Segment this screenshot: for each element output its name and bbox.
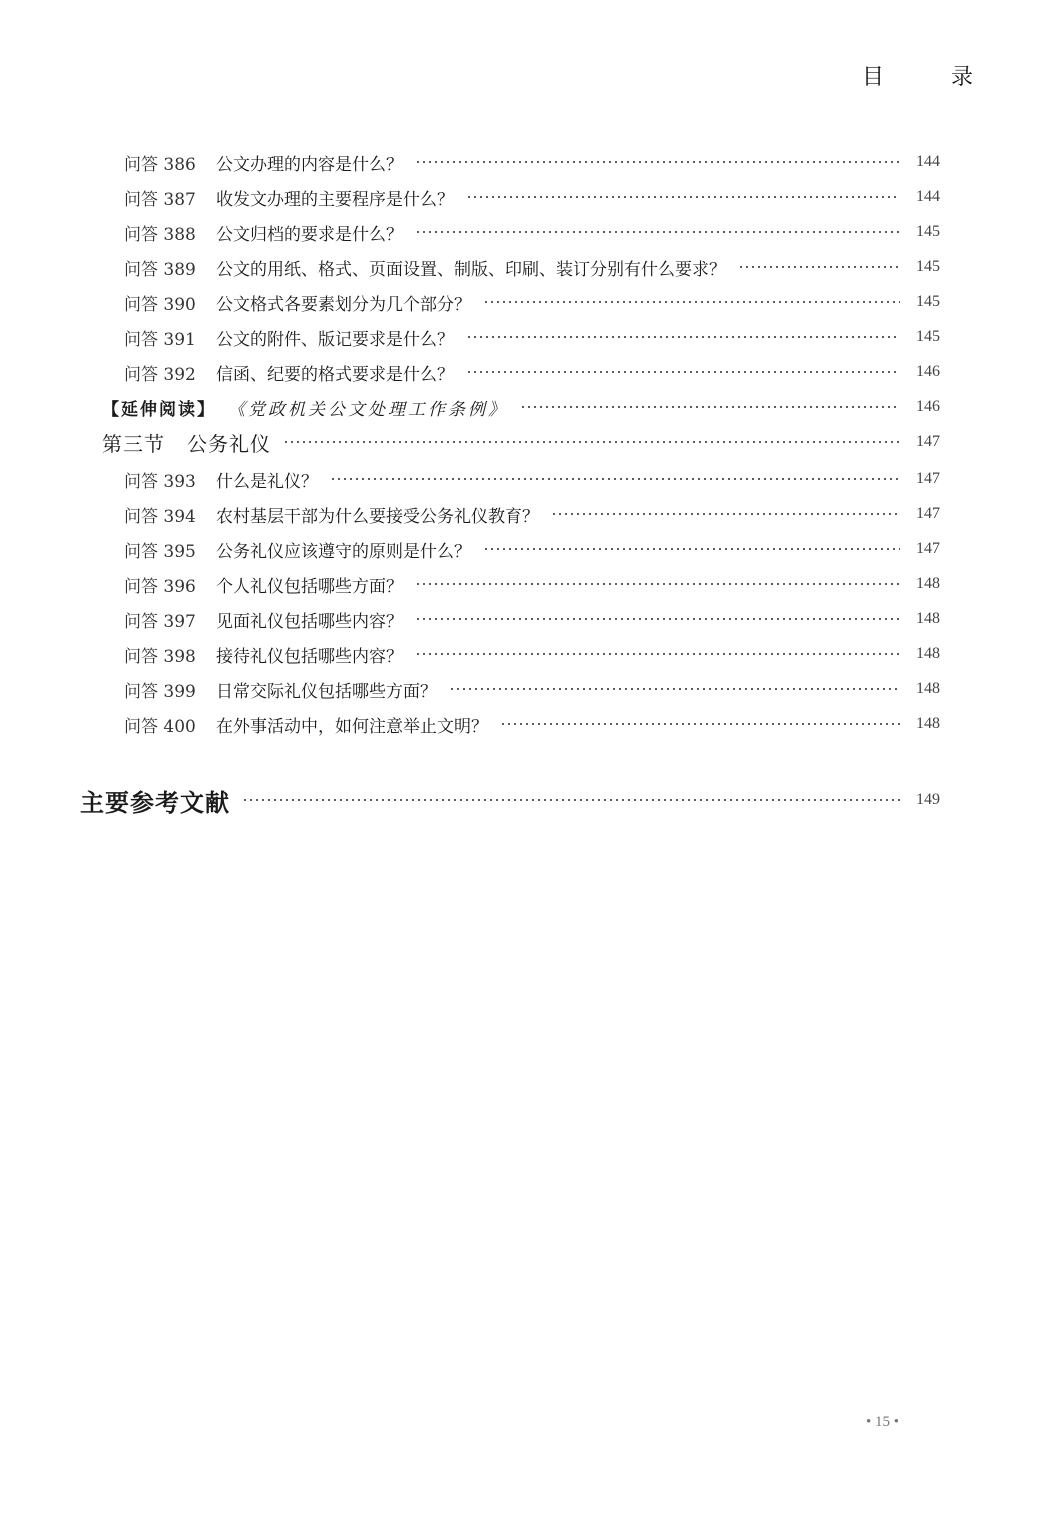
qa-question: 公文办理的内容是什么？ <box>216 154 403 175</box>
extended-reading-title: 《党政机关公文处理工作条例》 <box>228 399 508 420</box>
leader-dots <box>483 301 900 303</box>
qa-number: 问答 400 <box>124 716 196 737</box>
page-number: 145 <box>916 223 940 240</box>
toc-entry-qa-399[interactable] <box>124 674 940 704</box>
leader-dots <box>415 231 900 233</box>
toc-entry-qa-387[interactable] <box>124 182 940 212</box>
running-head: 目 录 <box>862 65 1003 90</box>
toc-entry-qa-386[interactable] <box>124 147 940 177</box>
qa-number: 问答 393 <box>124 471 196 492</box>
qa-number: 问答 399 <box>124 681 196 702</box>
qa-question: 公文的用纸、格式、页面设置、制版、印刷、装订分别有什么要求？ <box>216 259 726 280</box>
toc-entry-qa-394[interactable] <box>124 499 940 529</box>
page-number: 144 <box>916 188 940 205</box>
page-number: 144 <box>916 153 940 170</box>
qa-question: 信函、纪要的格式要求是什么？ <box>216 364 454 385</box>
chapter-title: 主要参考文献 <box>80 788 230 817</box>
qa-question: 收发文办理的主要程序是什么？ <box>216 189 454 210</box>
qa-question: 公文归档的要求是什么？ <box>216 224 403 245</box>
page-number: 145 <box>916 328 940 345</box>
page-number: 145 <box>916 293 940 310</box>
qa-question: 农村基层干部为什么要接受公务礼仪教育？ <box>216 506 539 527</box>
page-number: 147 <box>916 433 940 450</box>
leader-dots <box>415 583 900 585</box>
page-number: 147 <box>916 540 940 557</box>
toc-entry-section[interactable] <box>102 427 940 457</box>
qa-question: 接待礼仪包括哪些内容？ <box>216 646 403 667</box>
toc-entry-qa-397[interactable] <box>124 604 940 634</box>
qa-number: 问答 390 <box>124 294 196 315</box>
page-number: 146 <box>916 398 940 415</box>
section-number: 第三节 <box>102 431 165 456</box>
leader-dots <box>483 548 900 550</box>
leader-dots <box>415 618 900 620</box>
qa-number: 问答 386 <box>124 154 196 175</box>
leader-dots <box>551 513 900 515</box>
leader-dots <box>520 406 900 408</box>
qa-number: 问答 387 <box>124 189 196 210</box>
page-number: 148 <box>916 715 940 732</box>
qa-question: 公文的附件、版记要求是什么？ <box>216 329 454 350</box>
leader-dots <box>500 723 900 725</box>
toc-entry-references[interactable] <box>80 782 940 818</box>
leader-dots <box>330 478 900 480</box>
page-folio: • 15 • <box>866 1414 900 1430</box>
leader-dots <box>466 336 900 338</box>
qa-number: 问答 395 <box>124 541 196 562</box>
extended-reading-tag: 【延伸阅读】 <box>102 399 216 420</box>
toc-entry-extended-reading[interactable] <box>102 392 940 422</box>
toc-entry-qa-398[interactable] <box>124 639 940 669</box>
qa-number: 问答 391 <box>124 329 196 350</box>
toc-entry-qa-393[interactable] <box>124 464 940 494</box>
leader-dots <box>415 161 900 163</box>
toc-entry-qa-391[interactable] <box>124 322 940 352</box>
toc-entry-qa-400[interactable] <box>124 709 940 739</box>
page-number: 147 <box>916 505 940 522</box>
qa-question: 在外事活动中，如何注意举止文明？ <box>216 716 488 737</box>
page-number: 149 <box>916 791 940 808</box>
page-number: 148 <box>916 680 940 697</box>
qa-number: 问答 398 <box>124 646 196 667</box>
page-number: 148 <box>916 645 940 662</box>
page-number: 148 <box>916 610 940 627</box>
toc-entry-qa-395[interactable] <box>124 534 940 564</box>
toc-entry-qa-388[interactable] <box>124 217 940 247</box>
toc-entry-qa-396[interactable] <box>124 569 940 599</box>
page-number: 147 <box>916 470 940 487</box>
page-number: 146 <box>916 363 940 380</box>
qa-question: 见面礼仪包括哪些内容？ <box>216 611 403 632</box>
page-number: 148 <box>916 575 940 592</box>
leader-dots <box>242 799 900 801</box>
section-title: 公务礼仪 <box>187 431 271 456</box>
qa-question: 公文格式各要素划分为几个部分？ <box>216 294 471 315</box>
qa-number: 问答 388 <box>124 224 196 245</box>
qa-number: 问答 394 <box>124 506 196 527</box>
leader-dots <box>738 266 900 268</box>
qa-question: 日常交际礼仪包括哪些方面？ <box>216 681 437 702</box>
leader-dots <box>415 653 900 655</box>
leader-dots <box>466 196 900 198</box>
qa-question: 个人礼仪包括哪些方面？ <box>216 576 403 597</box>
toc-entry-qa-389[interactable] <box>124 252 940 282</box>
qa-number: 问答 397 <box>124 611 196 632</box>
leader-dots <box>466 371 900 373</box>
qa-question: 什么是礼仪？ <box>216 471 318 492</box>
toc-entry-qa-392[interactable] <box>124 357 940 387</box>
qa-question: 公务礼仪应该遵守的原则是什么？ <box>216 541 471 562</box>
toc-entry-qa-390[interactable] <box>124 287 940 317</box>
leader-dots <box>283 441 900 443</box>
qa-number: 问答 392 <box>124 364 196 385</box>
qa-number: 问答 396 <box>124 576 196 597</box>
page-number: 145 <box>916 258 940 275</box>
leader-dots <box>449 688 900 690</box>
qa-number: 问答 389 <box>124 259 196 280</box>
